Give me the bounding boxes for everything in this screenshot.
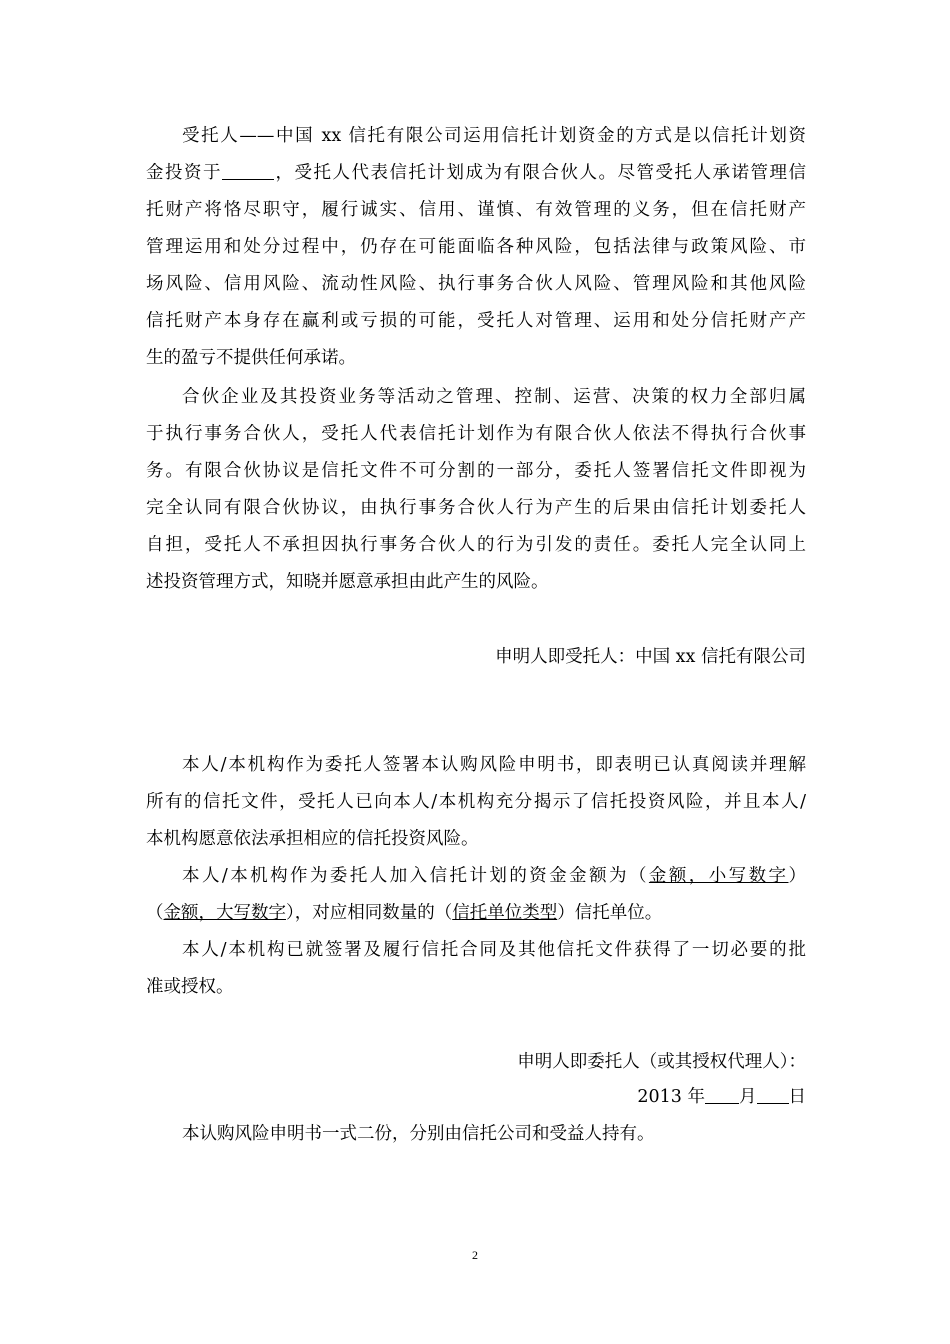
p3-line-2: 所有的信托文件，受托人已向本人/本机构充分揭示了信托投资风险，并且本人/ — [146, 792, 806, 812]
p3-line-1: 本人/本机构作为委托人签署本认购风险申明书，即表明已认真阅读并理解 — [182, 755, 806, 775]
p2-line-6: 述投资管理方式，知晓并愿意承担由此产生的风险。 — [146, 572, 549, 592]
p2-line-5: 自担，受托人不承担因执行事务合伙人的行为引发的责任。委托人完全认同上 — [146, 535, 806, 555]
p2-line-1: 合伙企业及其投资业务等活动之管理、控制、运营、决策的权力全部归属 — [182, 387, 806, 407]
p1-line-7: 生的盈亏不提供任何承诺。 — [146, 348, 356, 368]
p4-line-1-b: ） — [788, 866, 806, 886]
p4-line-2-c: ）信托单位。 — [557, 903, 663, 923]
p1-line-2 — [146, 161, 806, 185]
p4-line-2-b: ），对应相同数量的（ — [286, 903, 453, 923]
date-day: 日 — [788, 1087, 806, 1107]
p1-line-1: 受托人——中国 xx 信托有限公司运用信托计划资金的方式是以信托计划资 — [182, 126, 806, 146]
p4-line-2-a: （ — [146, 903, 164, 923]
copies-note: 本认购风险申明书一式二份，分别由信托公司和受益人持有。 — [182, 1124, 655, 1144]
month-blank — [705, 1085, 739, 1104]
p2-line-2: 于执行事务合伙人，受托人代表信托计划作为有限合伙人依法不得执行合伙事 — [146, 424, 806, 444]
p5-line-1: 本人/本机构已就签署及履行信托合同及其他信托文件获得了一切必要的批 — [182, 940, 806, 960]
investment-target-blank — [222, 161, 274, 180]
p4-line-2 — [146, 901, 806, 925]
date-year: 2013 年 — [637, 1087, 705, 1107]
p1-line-3: 托财产将恪尽职守，履行诚实、信用、谨慎、有效管理的义务，但在信托财产 — [146, 200, 806, 220]
p4-line-1-a: 本人/本机构作为委托人加入信托计划的资金金额为（ — [182, 866, 649, 886]
p5-line-2: 准或授权。 — [146, 977, 234, 997]
amount-uppercase-field: 金额，大写数字 — [163, 903, 286, 923]
trust-unit-type-field: 信托单位类型 — [452, 903, 558, 923]
date-month: 月 — [739, 1087, 757, 1107]
p1-line-4: 管理运用和处分过程中，仍存在可能面临各种风险，包括法律与政策风险、市 — [146, 237, 806, 257]
p1-line-2-a: 金投资于 — [146, 163, 222, 183]
p1-line-2-c: 尽管受托人承诺管理信 — [617, 163, 806, 183]
amount-lowercase-field: 金额，小写数字 — [648, 866, 789, 886]
p2-line-3: 务。有限合伙协议是信托文件不可分割的一部分，委托人签署信托文件即视为 — [146, 461, 806, 481]
page-number: 2 — [472, 1248, 478, 1262]
p1-line-5: 场风险、信用风险、流动性风险、执行事务合伙人风险、管理风险和其他风险 — [146, 274, 806, 294]
trustee-signature: 申明人即受托人：中国 xx 信托有限公司 — [495, 647, 806, 667]
p2-line-4: 完全认同有限合伙协议，由执行事务合伙人行为产生的后果由信托计划委托人 — [146, 498, 806, 518]
signature-date — [146, 1085, 806, 1109]
p1-line-2-b: ，受托人代表信托计划成为有限合伙人。 — [274, 163, 618, 183]
settlor-signature: 申明人即委托人（或其授权代理人）： — [517, 1052, 806, 1072]
p1-line-6: 信托财产本身存在赢利或亏损的可能，受托人对管理、运用和处分信托财产产 — [146, 311, 806, 331]
p3-line-3: 本机构愿意依法承担相应的信托投资风险。 — [146, 829, 479, 849]
p4-line-1 — [146, 864, 806, 888]
day-blank — [757, 1085, 789, 1104]
